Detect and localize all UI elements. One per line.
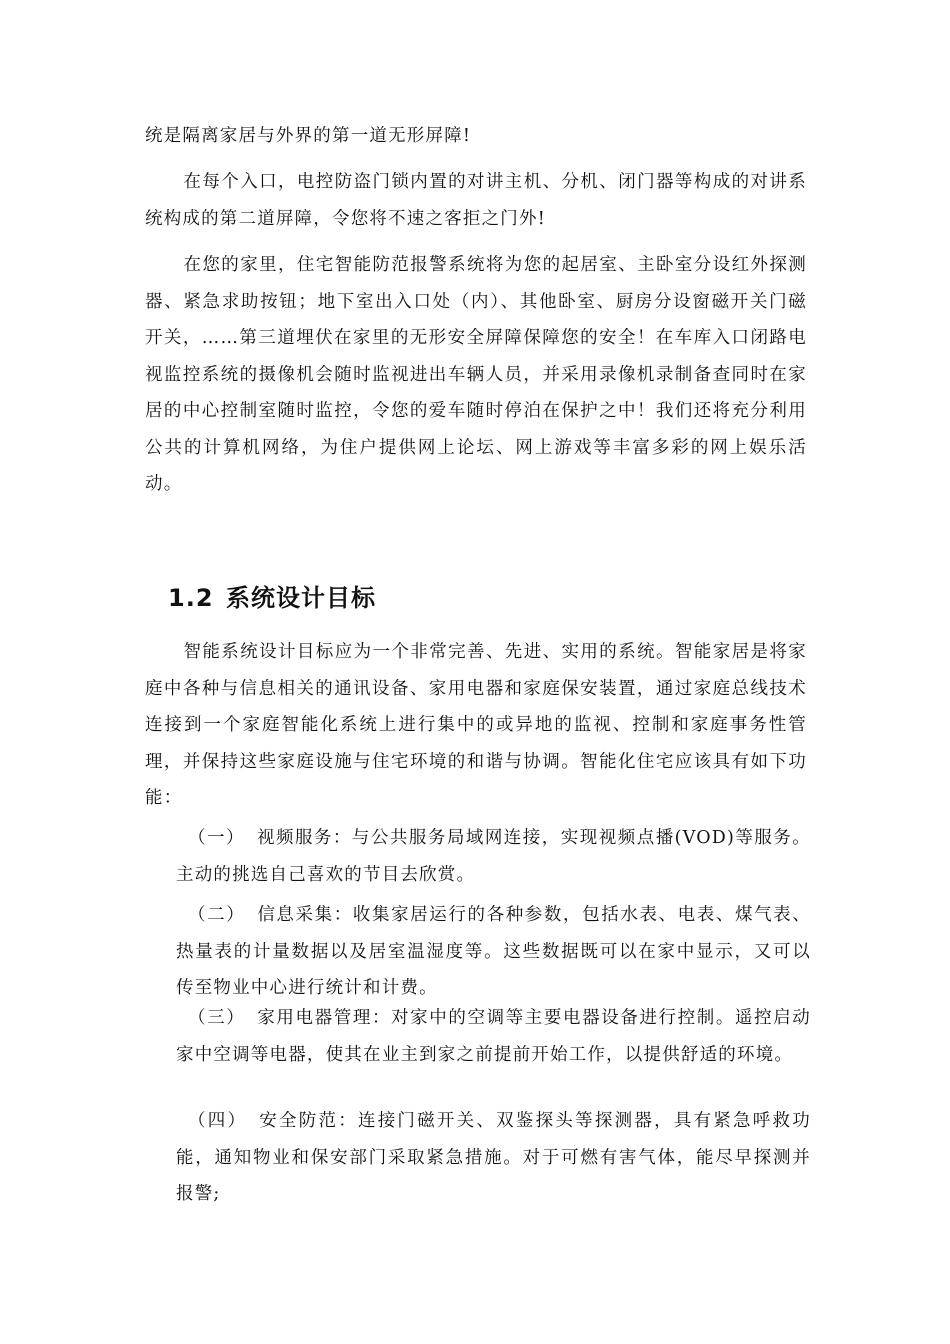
list-marker: （三） — [188, 1008, 246, 1028]
list-marker: （四） — [188, 1111, 248, 1131]
section-heading — [168, 578, 376, 618]
list-item-text: 视频服务：与公共服务局域网连接，实现视频点播(VOD)等服务。主动的挑选自己喜欢的节目去欣赏。 — [176, 828, 811, 885]
paragraph-home-alarm: 在您的家里，住宅智能防范报警系统将为您的起居室、主卧室分设红外探测器、紧急求助按钮；地下室出入口处（内）、其他卧室、厨房分设窗磁开关门磁开关，……第三道埋伏在家里的无形安全屏障保障您的安全！在车库入口闭路电视监控系统的摄像机会随时监视进出车辆人员，并采用录像机录制备查同时在家居的中心控制室随时监控，令您的爱车随时停泊在保护之中！我们还将充分利用公共的计算机网络，为住户提供网上论坛、网上游戏等丰富多彩的网上娱乐活动。 — [145, 255, 807, 494]
paragraph-design-goal: 智能系统设计目标应为一个非常完善、先进、实用的系统。智能家居是将家庭中各种与信息相关的通讯设备、家用电器和家庭保安装置，通过家庭总线技术连接到一个家庭智能化系统上进行集中的或异地的监视、控制和家庭事务性管理，并保持这些家庭设施与住宅环境的和谐与协调。智能化住宅应该具有如下功能： — [145, 642, 807, 808]
list-marker: （一） — [188, 828, 245, 848]
list-item-text: 家用电器管理：对家中的空调等主要电器设备进行控制。遥控启动家中空调等电器，使其在业主到家之前提前开始工作，以提供舒适的环境。 — [176, 1008, 811, 1065]
list-item-text: 安全防范：连接门磁开关、双鉴探头等探测器，具有紧急呼救功能，通知物业和保安部门采取紧急措施。对于可燃有害气体，能尽早探测并报警; — [176, 1111, 811, 1204]
section-title: 系统设计目标 — [226, 584, 376, 612]
section-number: 1.2 — [168, 584, 214, 612]
list-item — [176, 1000, 811, 1073]
list-item — [176, 1103, 811, 1213]
paragraph-continuation: 统是隔离家居与外界的第一道无形屏障! — [145, 126, 472, 146]
list-marker: （二） — [188, 905, 246, 925]
list-item — [176, 897, 811, 1007]
list-item-text: 信息采集：收集家居运行的各种参数，包括水表、电表、煤气表、热量表的计量数据以及居室温湿度等。这些数据既可以在家中显示，又可以传至物业中心进行统计和计费。 — [176, 905, 811, 998]
paragraph-entrance-intercom: 在每个入口，电控防盗门锁内置的对讲主机、分机、闭门器等构成的对讲系统构成的第二道屏障，令您将不速之客拒之门外! — [145, 172, 807, 229]
list-item — [176, 820, 811, 893]
